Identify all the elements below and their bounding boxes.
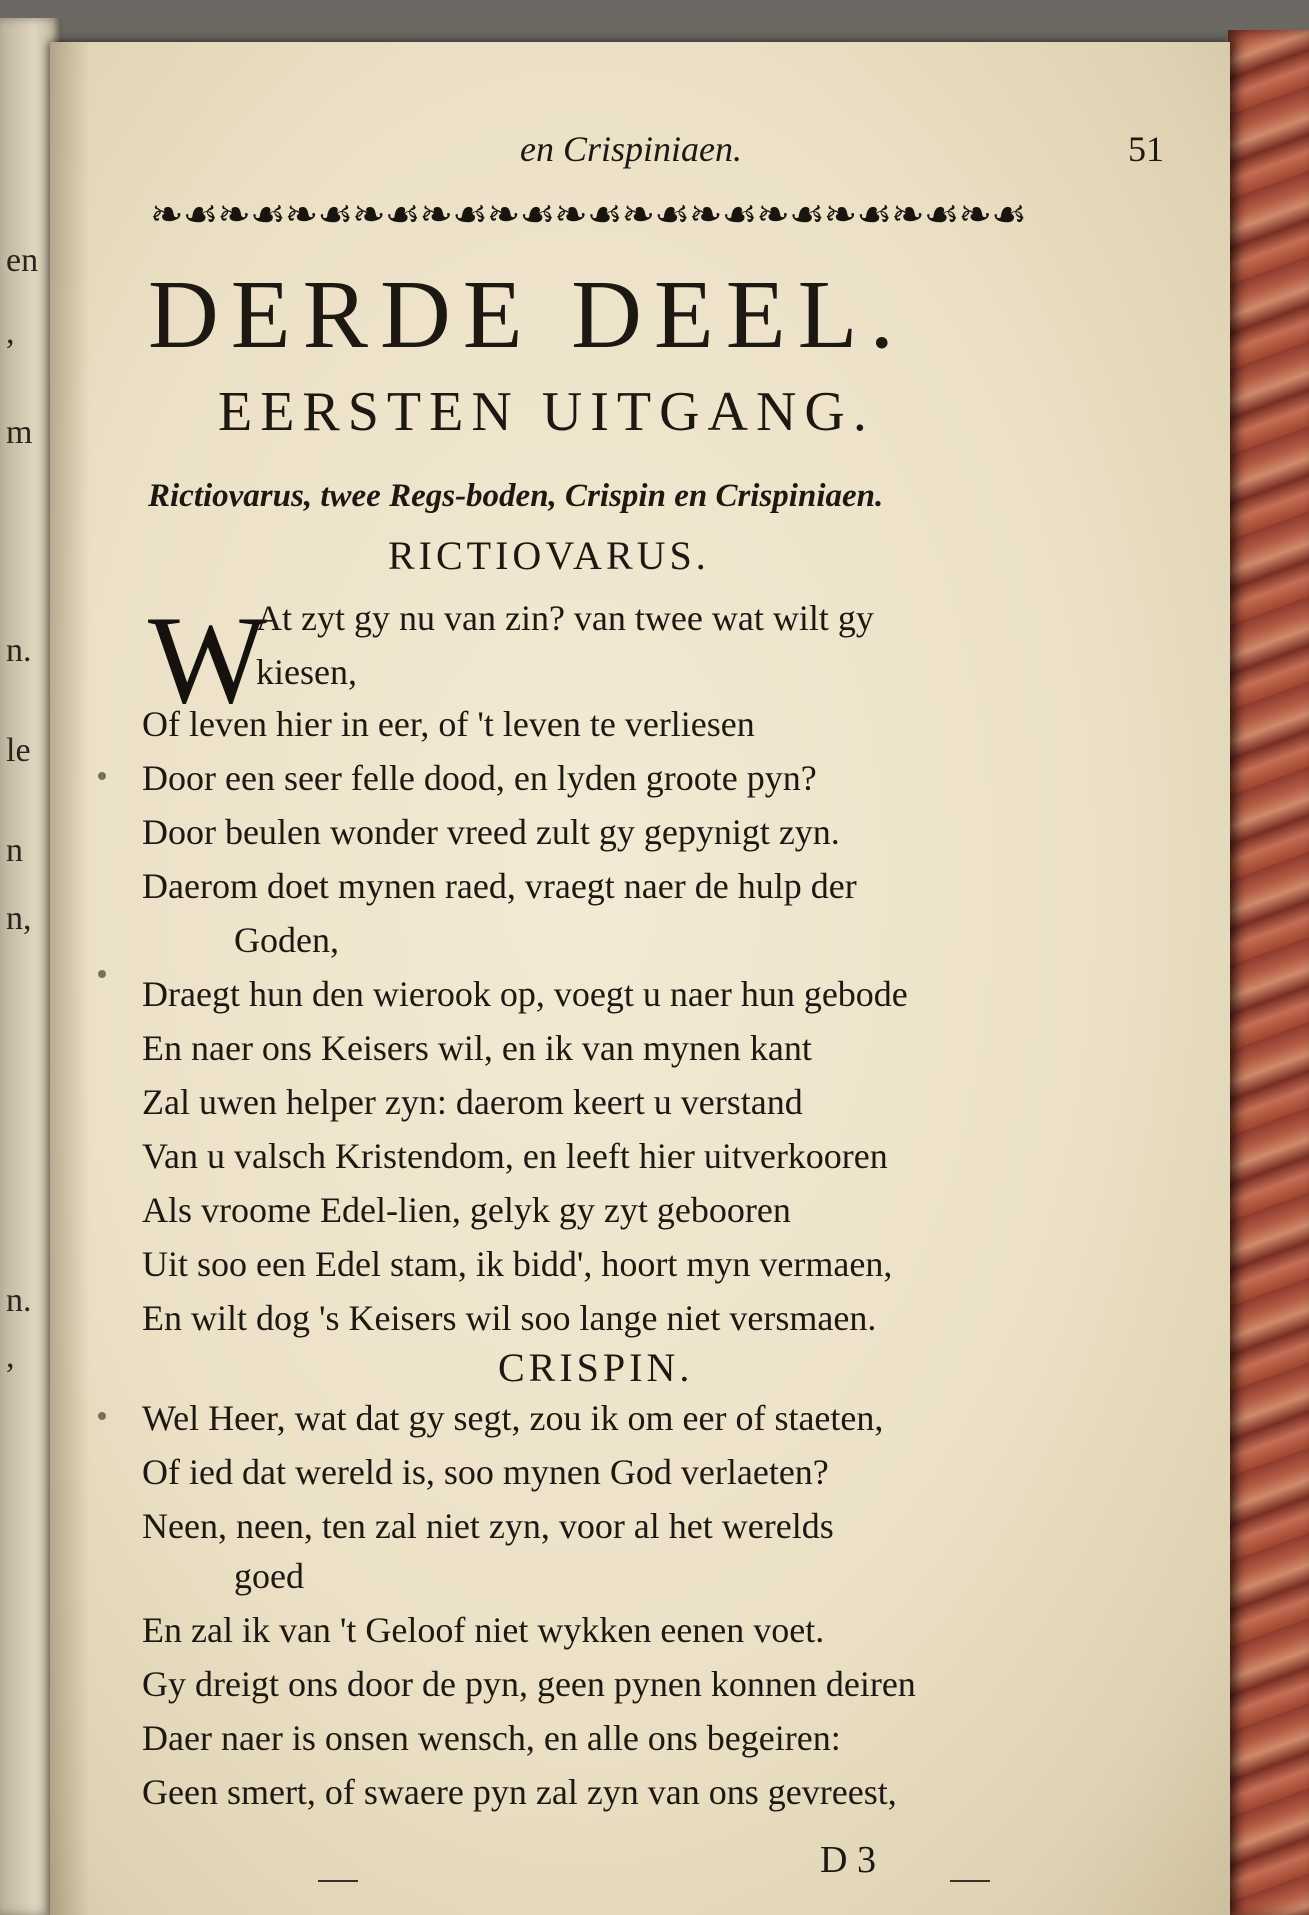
running-head: en Crispiniaen. bbox=[520, 129, 742, 169]
left-page-fragment: n. bbox=[6, 634, 32, 668]
page-pinhole bbox=[98, 970, 106, 978]
footer-rule bbox=[318, 1880, 358, 1882]
verse-line: Door een seer felle dood, en lyden groote pyn? bbox=[142, 758, 817, 798]
verse-line: Daerom doet mynen raed, vraegt naer de hulp der bbox=[142, 866, 857, 906]
verse-line: Goden, bbox=[234, 920, 339, 960]
left-page-fragment: , bbox=[6, 316, 15, 350]
book-cover-edge bbox=[1228, 30, 1309, 1915]
verse-line: Neen, neen, ten zal niet zyn, voor al het werelds bbox=[142, 1506, 834, 1546]
verse-line: At zyt gy nu van zin? van twee wat wilt gy bbox=[256, 598, 874, 638]
verse-line: Wel Heer, wat dat gy segt, zou ik om eer of staeten, bbox=[142, 1398, 884, 1438]
verse-line: Daer naer is onsen wensch, en alle ons begeiren: bbox=[142, 1718, 841, 1758]
left-page-fragment: le bbox=[6, 734, 31, 768]
page-pinhole bbox=[98, 772, 106, 780]
verse-line: En wilt dog 's Keisers wil soo lange niet versmaen. bbox=[142, 1298, 877, 1338]
verse-line: En naer ons Keisers wil, en ik van mynen kant bbox=[142, 1028, 812, 1068]
footer-rule bbox=[950, 1880, 990, 1882]
page-number: 51 bbox=[1128, 129, 1164, 169]
verse-line: Of leven hier in eer, of 't leven te verliesen bbox=[142, 704, 755, 744]
ornamental-border: ❧☙❧☙❧☙❧☙❧☙❧☙❧☙❧☙❧☙❧☙❧☙❧☙❧☙ bbox=[150, 192, 1026, 238]
left-page-fragment: m bbox=[6, 416, 33, 450]
page-gutter-shadow bbox=[50, 42, 90, 1915]
verse-line: Als vroome Edel-lien, gelyk gy zyt gebooren bbox=[142, 1190, 791, 1230]
verse-line: Uit soo een Edel stam, ik bidd', hoort myn vermaen, bbox=[142, 1244, 893, 1284]
page-pinhole bbox=[98, 1412, 106, 1420]
cast-list: Rictiovarus, twee Regs-boden, Crispin en Crispiniaen. bbox=[148, 478, 884, 514]
left-page-fragment: n. bbox=[6, 1284, 32, 1318]
drop-cap: W bbox=[148, 591, 267, 730]
left-page-fragment: en bbox=[6, 244, 39, 278]
left-page-fragment: n, bbox=[6, 902, 32, 936]
page-title: DERDE DEEL. bbox=[148, 261, 906, 369]
left-page-fragment: , bbox=[6, 1340, 15, 1374]
verse-line: kiesen, bbox=[256, 652, 357, 692]
scene-heading: EERSTEN UITGANG. bbox=[218, 381, 875, 443]
speaker-name: CRISPIN. bbox=[498, 1345, 694, 1390]
verse-line: Gy dreigt ons door de pyn, geen pynen konnen deiren bbox=[142, 1664, 916, 1704]
verse-line: En zal ik van 't Geloof niet wykken eenen voet. bbox=[142, 1610, 825, 1650]
verse-line: Zal uwen helper zyn: daerom keert u verstand bbox=[142, 1082, 803, 1122]
verse-line: Draegt hun den wierook op, voegt u naer hun gebode bbox=[142, 974, 908, 1014]
verse-line: Van u valsch Kristendom, en leeft hier uitverkooren bbox=[142, 1136, 888, 1176]
verse-line: goed bbox=[234, 1556, 304, 1596]
verse-line: Door beulen wonder vreed zult gy gepynigt zyn. bbox=[142, 812, 840, 852]
signature-mark: D 3 bbox=[820, 1839, 876, 1881]
left-page-fragment: n bbox=[6, 834, 23, 868]
speaker-name: RICTIOVARUS. bbox=[388, 533, 710, 578]
verse-line: Geen smert, of swaere pyn zal zyn van ons gevreest, bbox=[142, 1772, 897, 1812]
verse-line: Of ied dat wereld is, soo mynen God verlaeten? bbox=[142, 1452, 829, 1492]
